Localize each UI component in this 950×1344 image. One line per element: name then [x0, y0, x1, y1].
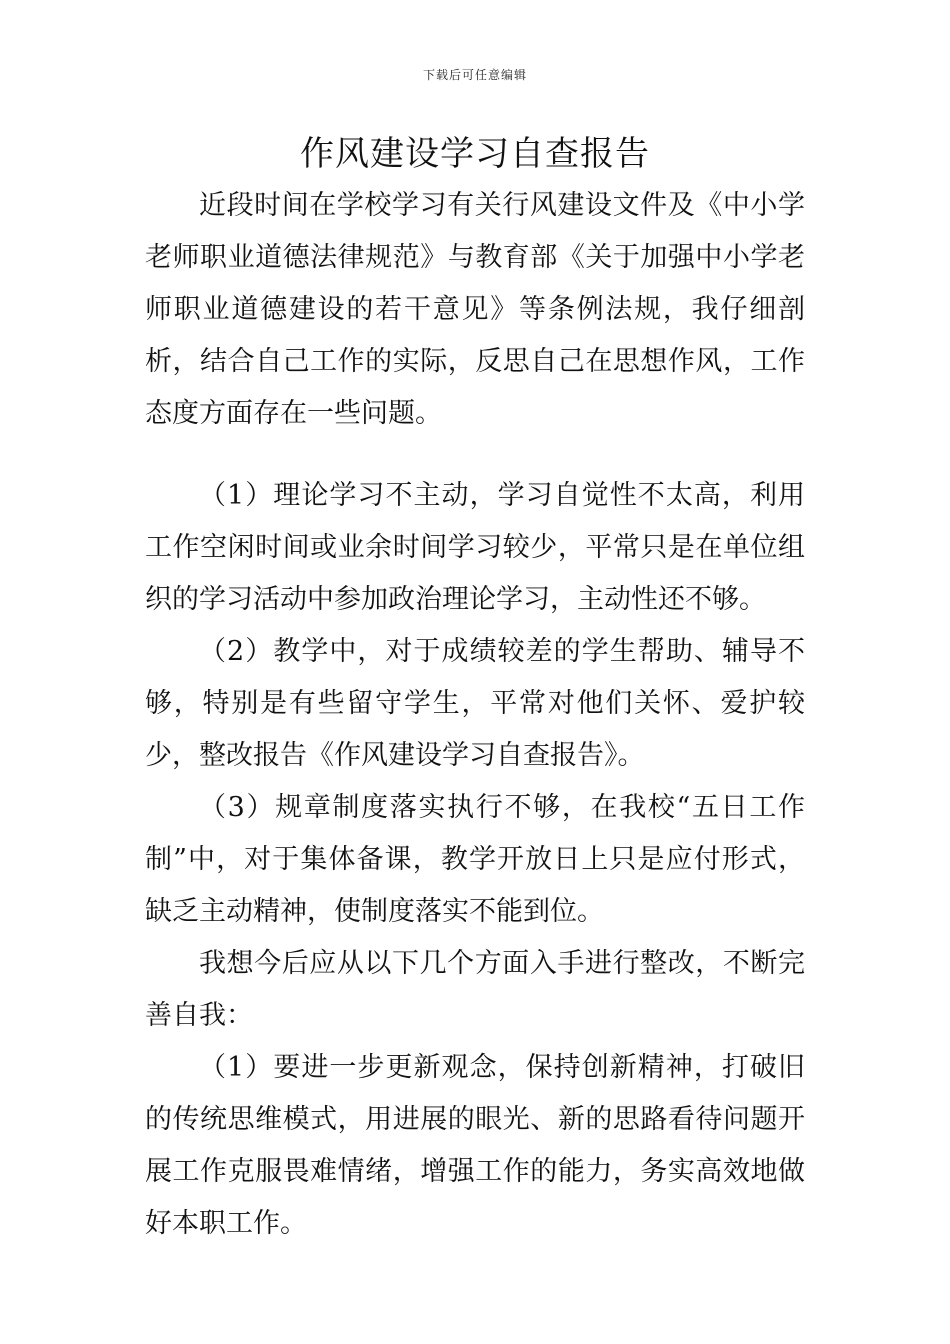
document-body-continued: [145, 470, 805, 1250]
improvement-intro: 我想今后应从以下几个方面入手进行整改，不断完善自我：: [145, 948, 805, 1031]
header-note: 下载后可任意编辑: [422, 68, 527, 82]
improvement-item-1: （1）要进一步更新观念，保持创新精神，打破旧的传统思维模式，用进展的眼光、新的思路看待问题开展工作克服畏难情绪，增强工作的能力，务实高效地做好本职工作。: [145, 1052, 805, 1239]
problem-item-2: （2）教学中，对于成绩较差的学生帮助、辅导不够，特别是有些留守学生，平常对他们关怀、爱护较少，整改报告《作风建设学习自查报告》。: [145, 636, 805, 771]
problem-item-1: （1）理论学习不主动，学习自觉性不太高，利用工作空闲时间或业余时间学习较少，平常只是在单位组织的学习活动中参加政治理论学习，主动性还不够。: [145, 480, 805, 615]
document-body: [145, 180, 805, 440]
problem-item-3: （3）规章制度落实执行不够，在我校“五日工作制”中，对于集体备课，教学开放日上只是应付形式，缺乏主动精神，使制度落实不能到位。: [145, 792, 805, 927]
intro-paragraph: 近段时间在学校学习有关行风建设文件及《中小学老师职业道德法律规范》与教育部《关于加强中小学老师职业道德建设的若干意见》等条例法规，我仔细剖析，结合自己工作的实际，反思自己在思想作风，工作态度方面存在一些问题。: [145, 190, 805, 429]
document-title: 作风建设学习自查报告: [300, 134, 650, 174]
